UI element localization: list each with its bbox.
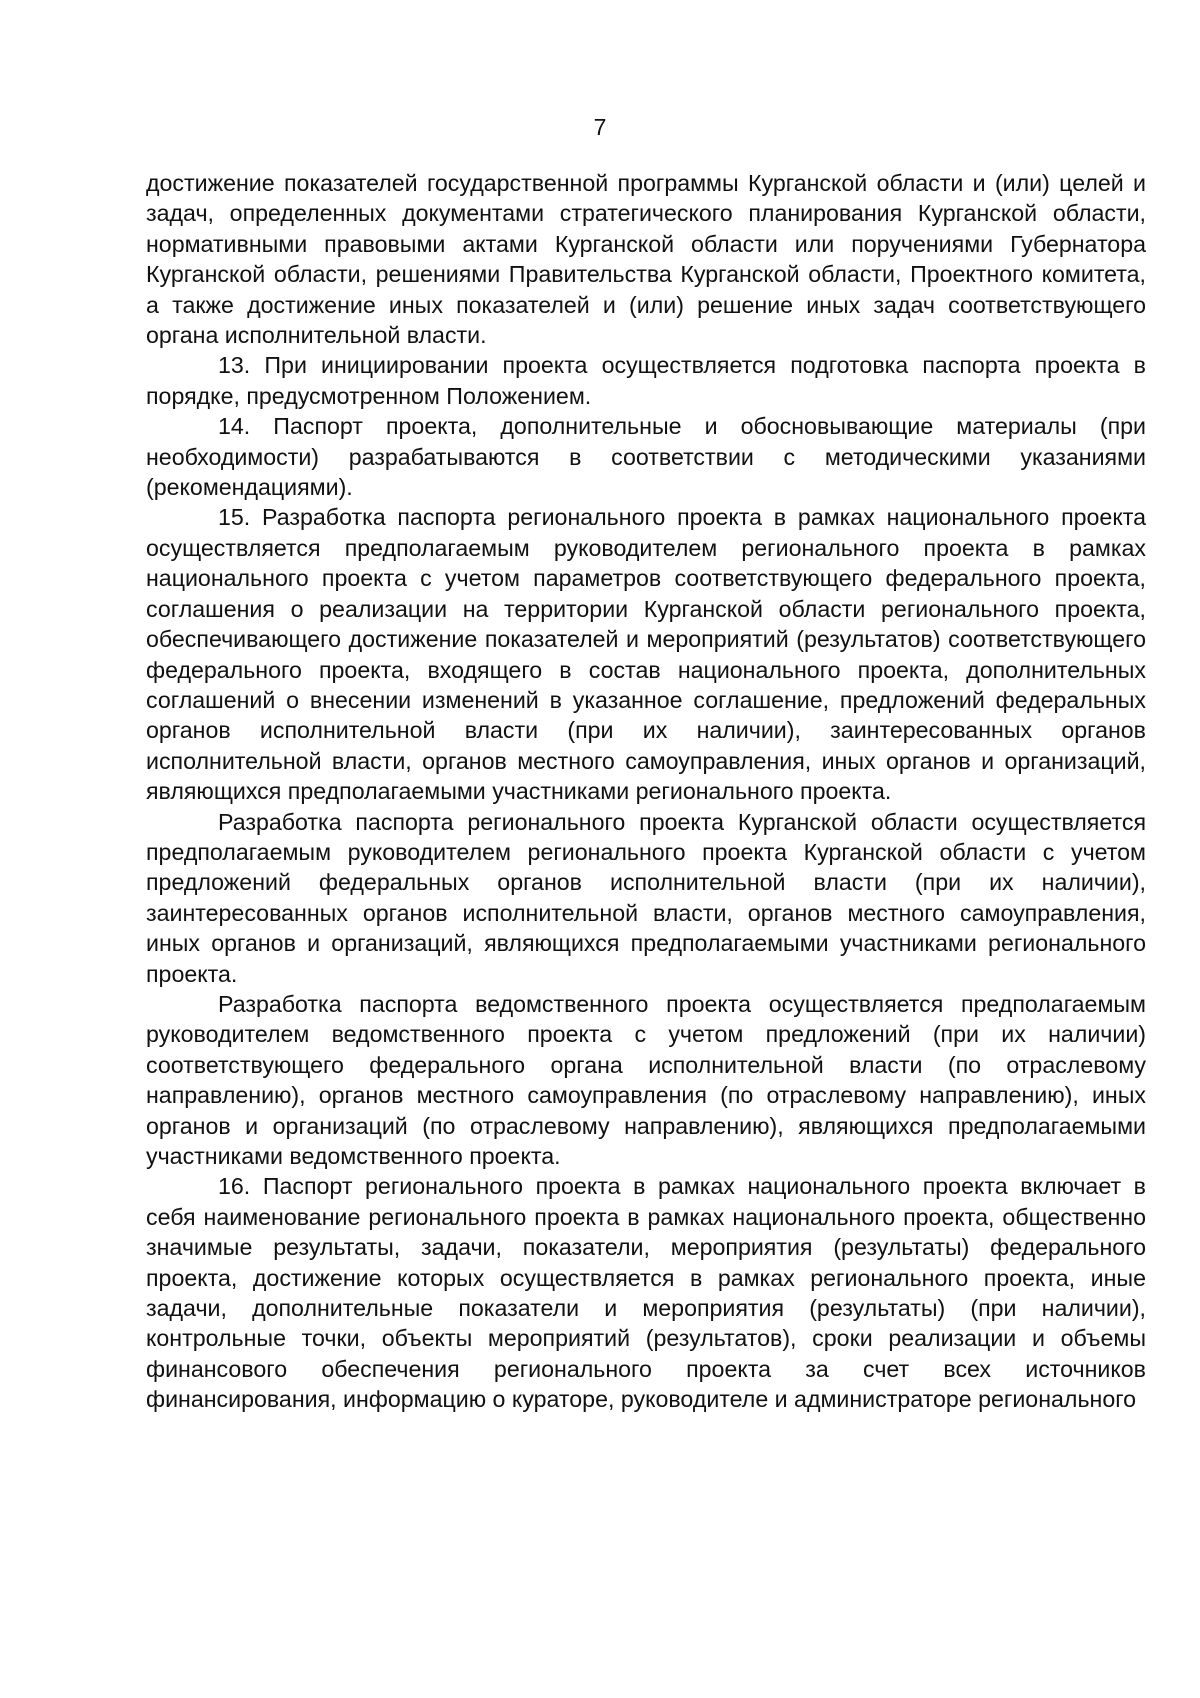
document-body (146, 168, 1146, 1415)
paragraph-13: 13. При инициировании проекта осуществляется подготовка паспорта проекта в порядке, предусмотренном Положением. (146, 352, 1146, 409)
paragraph-15-regional: Разработка паспорта регионального проекта Курганской области осуществляется предполагаемым руководителем регионального проекта Курганской области с учетом предложений федеральных органов исполнительной власти (при их наличии), заинтересованных органов исполнительной власти, органов местного самоуправления, иных органов и организаций, являющихся предполагаемыми участниками регионального проекта. (146, 808, 1146, 987)
paragraph-15: 15. Разработка паспорта регионального проекта в рамках национального проекта осуществляется предполагаемым руководителем регионального проекта в рамках национального проекта с учетом параметров соответствующего федерального проекта, соглашения о реализации на территории Курганской области регионального проекта, обеспечивающего достижение показателей и мероприятий (результатов) соответствующего федерального проекта, входящего в состав национального проекта, дополнительных соглашений о внесении изменений в указанное соглашение, предложений федеральных органов исполнительной власти (при их наличии), заинтересованных органов исполнительной власти, органов местного самоуправления, иных органов и организаций, являющихся предполагаемыми участниками регионального проекта. (146, 504, 1146, 805)
paragraph-14: 14. Паспорт проекта, дополнительные и обосновывающие материалы (при необходимости) разрабатываются в соответствии с методическими указаниями (рекомендациями). (146, 413, 1146, 501)
paragraph-continuation: достижение показателей государственной программы Курганской области и (или) целей и задач, определенных документами стратегического планирования Курганской области, нормативными правовыми актами Курганской области или поручениями Губернатора Курганской области, решениями Правительства Курганской области, Проектного комитета, а также достижение иных показателей и (или) решение иных задач соответствующего органа исполнительной власти. (146, 170, 1146, 349)
paragraph-15-departmental: Разработка паспорта ведомственного проекта осуществляется предполагаемым руководителем ведомственного проекта с учетом предложений (при их наличии) соответствующего федерального органа исполнительной власти (по отраслевому направлению), органов местного самоуправления (по отраслевому направлению), иных органов и организаций (по отраслевому направлению), являющихся предполагаемыми участниками ведомственного проекта. (146, 990, 1146, 1169)
page-number: 7 (593, 114, 607, 140)
paragraph-16: 16. Паспорт регионального проекта в рамках национального проекта включает в себя наименование регионального проекта в рамках национального проекта, общественно значимые результаты, задачи, показатели, мероприятия (результаты) федерального проекта, достижение которых осуществляется в рамках регионального проекта, иные задачи, дополнительные показатели и мероприятия (результаты) (при наличии), контрольные точки, объекты мероприятий (результатов), сроки реализации и объемы финансового обеспечения регионального проекта за счет всех источников финансирования, информацию о кураторе, руководителе и администраторе регионального (146, 1173, 1146, 1413)
